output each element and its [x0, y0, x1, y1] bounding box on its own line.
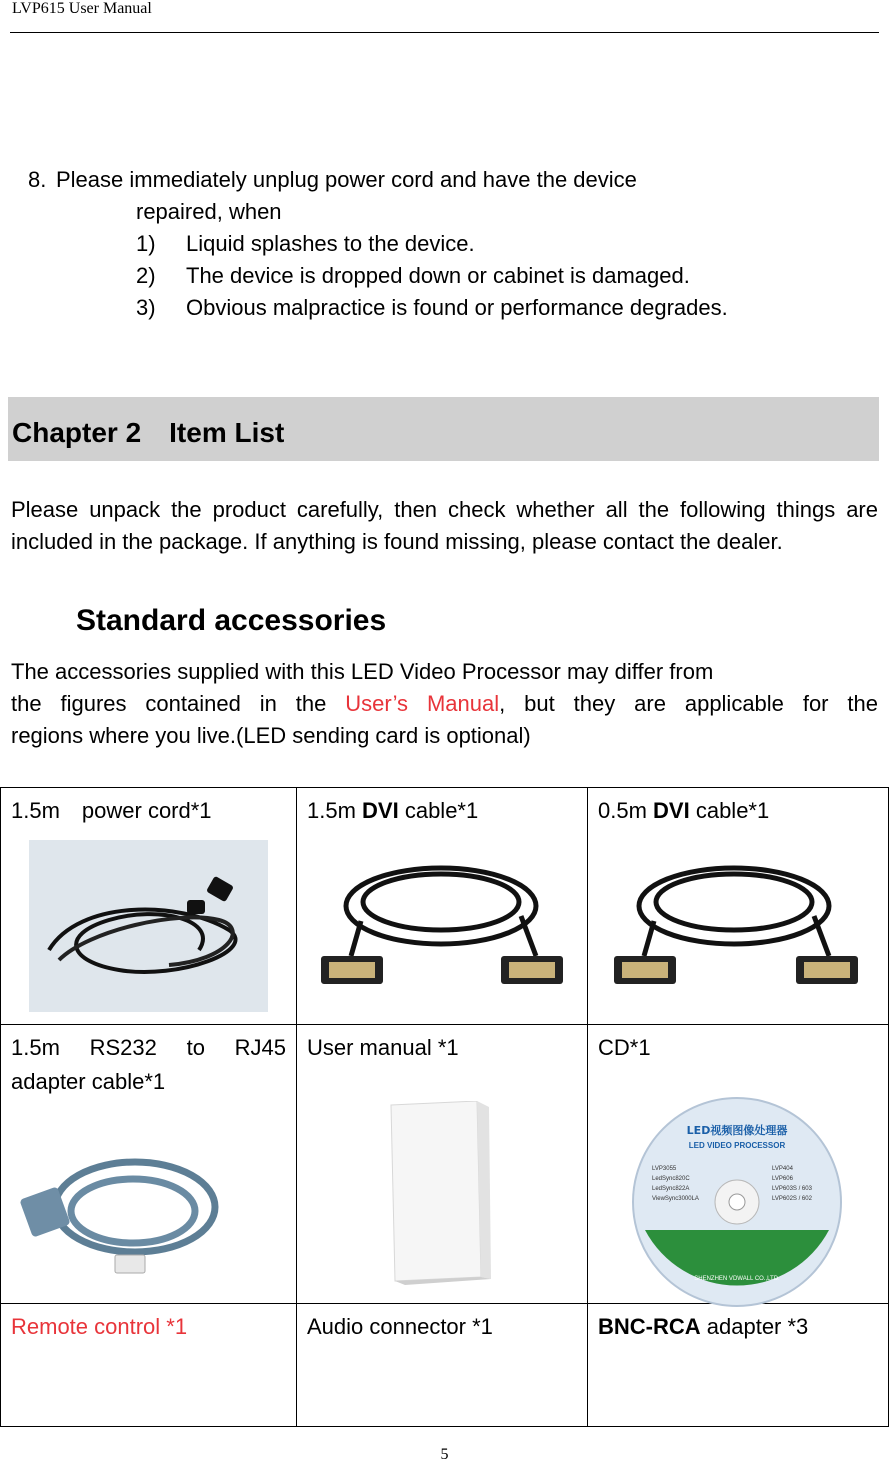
- item-label: User manual *1: [307, 1035, 459, 1060]
- item-label: 1.5m power cord*1: [11, 798, 212, 823]
- item-label: 0.5m DVI cable*1: [598, 798, 770, 823]
- item-dvi-cable-15: [297, 788, 588, 1025]
- item-label: 1.5m RS232 to RJ45: [11, 1035, 286, 1060]
- item-label: CD*1: [598, 1035, 651, 1060]
- page-header: [10, 0, 879, 33]
- item-list-table: [0, 787, 889, 1427]
- cd-subtitle-text: LED VIDEO PROCESSOR: [688, 1141, 786, 1150]
- warning-item: 3) Obvious malpractice is found or performance degrades.: [136, 295, 728, 320]
- warning-section: [28, 164, 868, 324]
- dvi-cable-image: [612, 836, 862, 996]
- manual-book-image: [385, 1101, 495, 1285]
- rs232-cable-image: [15, 1137, 227, 1282]
- dvi-cable-image: [321, 836, 567, 996]
- page-number: 5: [440, 1446, 449, 1463]
- chapter-title: Chapter 2 Item List: [12, 417, 285, 448]
- item-cd: [588, 1025, 889, 1304]
- acc-line-1: The accessories supplied with this LED Video Processor may differ from: [11, 659, 714, 684]
- svg-text:ViewSync3000LA: ViewSync3000LA: [652, 1196, 699, 1202]
- cd-image: [630, 1090, 844, 1310]
- svg-text:LVP602S / 602: LVP602S / 602: [772, 1196, 812, 1202]
- item-label: adapter cable*1: [11, 1069, 166, 1094]
- item-audio-connector: [297, 1304, 588, 1427]
- svg-text:LVP603S / 603: LVP603S / 603: [772, 1186, 812, 1192]
- table-row: [1, 1025, 889, 1304]
- item-remote-control: [1, 1304, 297, 1427]
- warning-line: [28, 164, 868, 196]
- warning-item: 1) Liquid splashes to the device.: [136, 231, 475, 256]
- warning-continuation: repaired, when: [136, 199, 282, 224]
- svg-text:LVP3055: LVP3055: [652, 1166, 677, 1172]
- item-label: BNC-RCA adapter *3: [598, 1314, 809, 1339]
- warning-item: 2) The device is dropped down or cabinet is damaged.: [136, 263, 690, 288]
- svg-text:LVP404: LVP404: [772, 1166, 793, 1172]
- acc-line-3: regions where you live.(LED sending card is optional): [11, 723, 531, 748]
- item-rs232-cable: [1, 1025, 297, 1304]
- acc-line-2: the figures contained in the User’s Manual, but they are applicable for the: [11, 691, 878, 716]
- item-user-manual: [297, 1025, 588, 1304]
- item-label: 1.5m DVI cable*1: [307, 798, 479, 823]
- item-dvi-cable-05: [588, 788, 889, 1025]
- svg-text:LedSync822A: LedSync822A: [652, 1186, 690, 1192]
- table-row: [1, 1304, 889, 1427]
- accessories-paragraph: [11, 656, 878, 752]
- warning-number: 8.: [28, 167, 47, 192]
- item-label: Audio connector *1: [307, 1314, 493, 1339]
- intro-paragraph: Please unpack the product carefully, then check whether all the following things are included in the package. If anything is found missing, please contact the dealer.: [11, 497, 878, 554]
- svg-text:LedSync820C: LedSync820C: [652, 1176, 690, 1182]
- svg-text:LVP606: LVP606: [772, 1176, 793, 1182]
- item-label: Remote control *1: [11, 1314, 188, 1339]
- warning-text: Please immediately unplug power cord and have the device: [56, 167, 637, 192]
- users-manual-reference: User’s Manual: [345, 691, 500, 716]
- chapter-heading-bar: [8, 397, 879, 461]
- header-title: LVP615 User Manual: [12, 0, 152, 17]
- table-row: [1, 788, 889, 1025]
- item-bnc-rca-adapter: [588, 1304, 889, 1427]
- item-power-cord: [1, 788, 297, 1025]
- svg-text:SHENZHEN VDWALL CO.,LTD.: SHENZHEN VDWALL CO.,LTD.: [694, 1276, 780, 1282]
- power-cord-image: [29, 840, 268, 1012]
- standard-accessories-title: Standard accessories: [76, 604, 387, 637]
- cd-title-text: LED视频图像处理器: [686, 1124, 788, 1137]
